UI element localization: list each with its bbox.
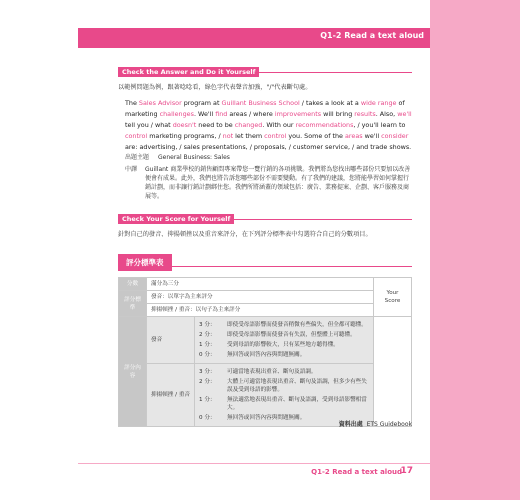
criteria-score: 1 分： [199, 397, 216, 403]
section2-label: Check Your Score for Yourself [118, 214, 234, 224]
std-row: 發音：以單字為主來評分 [147, 291, 374, 304]
criteria-item [199, 378, 369, 394]
intonation-label: 抑揚頓挫 / 重音 [147, 364, 195, 427]
criteria-desc: 無法適當地表現出重音、斷句及語調，受到母語影響相當大。 [227, 397, 367, 411]
section1-instruction: 以範例問題為例，跟著唸唸看，綠色字代表聲音加強，"/"代表斷句處。 [118, 84, 312, 91]
stressed-word: challenges [159, 110, 194, 118]
passage-text: areas / where [227, 110, 275, 118]
passage-text: , / you'll learn to [353, 121, 406, 129]
passage-text: let them [233, 132, 265, 140]
page-number: 17 [400, 466, 413, 476]
footer-rule [78, 463, 430, 464]
criteria-item [199, 321, 369, 329]
criteria-score: 2 分： [199, 332, 216, 338]
passage-text: / takes a look at a [299, 99, 361, 107]
criteria-score: 1 分： [199, 342, 216, 348]
stressed-word: control [264, 132, 287, 140]
std-row: 抑揚頓挫 / 重音：以句子為主來評分 [147, 304, 374, 317]
topic-value: General Business: Sales [158, 154, 230, 161]
stressed-word: consider [381, 132, 409, 140]
criteria-item [199, 351, 369, 359]
criteria-desc: 無回答或回答內容與問題無關。 [227, 352, 306, 358]
full-score: 滿分為三分 [147, 278, 374, 291]
criteria-desc: 即使受母語影響而使發音有失誤，但整體上可聽懂。 [227, 332, 356, 338]
criteria-desc: 即使受母語影響而使發音稍微有些偏失，但全都可聽懂。 [227, 322, 367, 328]
header-title: Q1-2 Read a text aloud [320, 31, 424, 40]
criteria-item [199, 368, 369, 376]
reading-passage [125, 98, 415, 153]
passage-text: of marketing [125, 99, 405, 118]
passage-text: marketing programs, / [147, 132, 223, 140]
footer-title: Q1-2 Read a text aloud [311, 468, 402, 476]
stressed-word: Sales Advisor [138, 99, 182, 107]
score-head: 分數 [119, 278, 147, 291]
stressed-word: find [215, 110, 228, 118]
stressed-word: changed [234, 121, 263, 129]
passage-text: are: advertising, / sales presentations, / proposals, / customer service, / and trade shows. [125, 143, 412, 151]
criteria-score: 3 分： [199, 369, 216, 375]
passage-text: program at [181, 99, 222, 107]
criteria-score: 0 分： [199, 415, 216, 421]
stressed-word: Guillant Business School [221, 99, 300, 107]
source-label: 資料出處 [338, 421, 363, 428]
table-title: 評分標準表 [118, 254, 172, 271]
passage-text: . Also, [375, 110, 398, 118]
translation-text: Guillant 商業學校的銷售顧問專案帶您一覽行銷的各項挑戰。我們將為您找出哪些部份只要加以改善便會有成果。此外，我們也將告訴您哪些部份不需要變動。有了我們的建議，您將能學習如何掌握行銷計劃，而非讓行銷計劃綁住您。我們所將涵蓋的領域包括：廣告、業務提案、企劃、客戶服務及商展等。 [145, 166, 411, 200]
std-label: 評分標準 [119, 291, 147, 317]
criteria-desc: 無回答或回答內容與問題無關。 [227, 415, 306, 421]
pron-label: 發音 [147, 317, 195, 364]
stressed-word: improvements [274, 110, 322, 118]
criteria-desc: 大體上可適當地表現出重音、斷句及語調，但多少有些失誤及受到母語的影響。 [227, 379, 367, 393]
your-score-input[interactable] [374, 317, 412, 427]
topic-label: 出題主題 [125, 154, 150, 161]
side-band [430, 0, 520, 500]
passage-text: tell you / what [125, 121, 173, 129]
criteria-score: 3 分： [199, 322, 216, 328]
passage-text: need to be [196, 121, 235, 129]
your-score-cell: Your Score [374, 278, 412, 317]
passage-text: we'll [362, 132, 382, 140]
passage-text: will bring [321, 110, 355, 118]
criteria-desc: 受到母語的影響較大，只有某些地方聽得懂。 [227, 342, 339, 348]
content-label: 評分內容 [119, 317, 147, 427]
criteria-score: 2 分： [199, 379, 216, 385]
stressed-word: wide range [360, 99, 397, 107]
stressed-word: doesn't [172, 121, 197, 129]
stressed-word: not [222, 132, 234, 140]
passage-text: The [125, 99, 139, 107]
stressed-word: we'll [397, 110, 412, 118]
translation-label: 中譯 [125, 166, 138, 173]
score-table [118, 277, 412, 427]
criteria-item [199, 341, 369, 349]
criteria-item [199, 396, 369, 412]
pron-criteria [195, 317, 374, 364]
intonation-criteria [195, 364, 374, 427]
source-value: ETS Guidebook [366, 421, 412, 428]
stressed-word: areas [345, 132, 363, 140]
section1-label: Check the Answer and Do it Yourself [118, 67, 259, 77]
stressed-word: control [125, 132, 148, 140]
criteria-score: 0 分： [199, 352, 216, 358]
section2-instruction: 針對自己的發音、抑揚頓挫以及重音來評分，在下列評分標準表中勾選符合自己的分數項目。 [118, 231, 372, 238]
passage-text: . With our [262, 121, 296, 129]
passage-text: . We'll [193, 110, 216, 118]
criteria-desc: 可適當地表現出重音、斷句及語調。 [227, 369, 317, 375]
stressed-word: recommendations [295, 121, 354, 129]
criteria-item [199, 331, 369, 339]
stressed-word: results [354, 110, 376, 118]
passage-text: you. Some of the [286, 132, 345, 140]
source-line [339, 420, 412, 429]
